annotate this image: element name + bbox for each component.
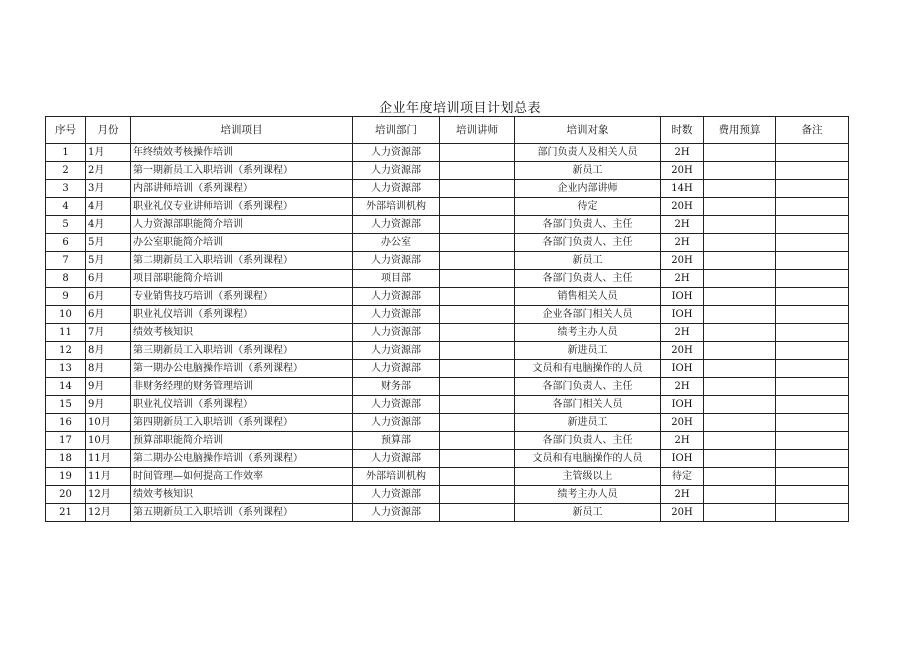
row-month: 12月 <box>86 486 131 504</box>
row-target-audience: 各部门负责人、主任 <box>515 432 661 450</box>
row-number: 8 <box>46 270 86 288</box>
row-month: 4月 <box>86 216 131 234</box>
row-department: 人力资源部 <box>353 324 440 342</box>
row-notes <box>776 324 849 342</box>
row-department: 人力资源部 <box>353 414 440 432</box>
row-number: 20 <box>46 486 86 504</box>
row-notes <box>776 414 849 432</box>
row-number: 5 <box>46 216 86 234</box>
row-number: 3 <box>46 180 86 198</box>
row-target-audience: 新进员工 <box>515 342 661 360</box>
header-dept: 培训部门 <box>353 117 440 144</box>
row-hours: 待定 <box>661 468 704 486</box>
row-hours: 2H <box>661 270 704 288</box>
row-budget <box>704 324 776 342</box>
row-trainer <box>440 162 515 180</box>
table-row <box>46 324 849 342</box>
row-number: 2 <box>46 162 86 180</box>
header-trainer: 培训讲师 <box>440 117 515 144</box>
row-project: 年终绩效考核操作培训 <box>131 144 353 162</box>
row-project: 第一期新员工入职培训（系列课程） <box>131 162 353 180</box>
row-budget <box>704 504 776 522</box>
row-notes <box>776 504 849 522</box>
row-project: 人力资源部职能简介培训 <box>131 216 353 234</box>
table-row <box>46 504 849 522</box>
row-project: 时间管理—如何提高工作效率 <box>131 468 353 486</box>
header-row <box>46 117 849 144</box>
row-project: 绩效考核知识 <box>131 486 353 504</box>
row-target-audience: 绩考主办人员 <box>515 486 661 504</box>
row-project: 专业销售技巧培训（系列课程） <box>131 288 353 306</box>
row-hours: IOH <box>661 360 704 378</box>
row-trainer <box>440 486 515 504</box>
row-hours: 2H <box>661 486 704 504</box>
row-trainer <box>440 342 515 360</box>
row-target-audience: 文员和有电脑操作的人员 <box>515 450 661 468</box>
row-hours: 2H <box>661 144 704 162</box>
row-number: 17 <box>46 432 86 450</box>
row-department: 人力资源部 <box>353 252 440 270</box>
row-department: 外部培训机构 <box>353 198 440 216</box>
row-target-audience: 待定 <box>515 198 661 216</box>
header-hours: 时数 <box>661 117 704 144</box>
row-budget <box>704 378 776 396</box>
row-month: 6月 <box>86 306 131 324</box>
row-notes <box>776 360 849 378</box>
row-notes <box>776 378 849 396</box>
row-project: 第二期办公电脑操作培训（系列课程） <box>131 450 353 468</box>
row-department: 人力资源部 <box>353 360 440 378</box>
row-project: 项目部职能简介培训 <box>131 270 353 288</box>
row-trainer <box>440 432 515 450</box>
row-number: 12 <box>46 342 86 360</box>
row-trainer <box>440 450 515 468</box>
row-notes <box>776 288 849 306</box>
row-target-audience: 企业内部讲师 <box>515 180 661 198</box>
row-budget <box>704 144 776 162</box>
row-number: 19 <box>46 468 86 486</box>
row-hours: IOH <box>661 306 704 324</box>
row-hours: IOH <box>661 396 704 414</box>
row-budget <box>704 396 776 414</box>
row-department: 办公室 <box>353 234 440 252</box>
row-department: 人力资源部 <box>353 180 440 198</box>
row-project: 职业礼仪专业讲师培训（系列课程） <box>131 198 353 216</box>
row-department: 人力资源部 <box>353 288 440 306</box>
row-budget <box>704 432 776 450</box>
header-month: 月份 <box>86 117 131 144</box>
table-row <box>46 342 849 360</box>
row-target-audience: 新员工 <box>515 504 661 522</box>
table-row <box>46 144 849 162</box>
row-number: 6 <box>46 234 86 252</box>
row-hours: 20H <box>661 252 704 270</box>
row-project: 职业礼仪培训（系列课程） <box>131 306 353 324</box>
row-number: 4 <box>46 198 86 216</box>
row-project: 办公室职能简介培训 <box>131 234 353 252</box>
row-notes <box>776 342 849 360</box>
row-target-audience: 文员和有电脑操作的人员 <box>515 360 661 378</box>
row-notes <box>776 144 849 162</box>
row-month: 8月 <box>86 360 131 378</box>
row-month: 6月 <box>86 288 131 306</box>
row-trainer <box>440 180 515 198</box>
table-row <box>46 180 849 198</box>
row-department: 财务部 <box>353 378 440 396</box>
table-row <box>46 468 849 486</box>
row-project: 第四期新员工入职培训（系列课程） <box>131 414 353 432</box>
row-notes <box>776 270 849 288</box>
header-notes: 备注 <box>776 117 849 144</box>
row-trainer <box>440 414 515 432</box>
row-notes <box>776 252 849 270</box>
row-target-audience: 新员工 <box>515 252 661 270</box>
row-hours: IOH <box>661 450 704 468</box>
row-department: 项目部 <box>353 270 440 288</box>
row-project: 第一期办公电脑操作培训（系列课程） <box>131 360 353 378</box>
row-budget <box>704 450 776 468</box>
row-budget <box>704 288 776 306</box>
row-month: 12月 <box>86 504 131 522</box>
row-hours: 2H <box>661 324 704 342</box>
row-project: 第三期新员工入职培训（系列课程） <box>131 342 353 360</box>
table-row <box>46 162 849 180</box>
header-project: 培训项目 <box>131 117 353 144</box>
row-hours: 20H <box>661 342 704 360</box>
row-trainer <box>440 252 515 270</box>
row-number: 10 <box>46 306 86 324</box>
row-number: 7 <box>46 252 86 270</box>
row-trainer <box>440 216 515 234</box>
row-target-audience: 绩考主办人员 <box>515 324 661 342</box>
row-trainer <box>440 504 515 522</box>
row-project: 非财务经理的财务管理培训 <box>131 378 353 396</box>
row-department: 人力资源部 <box>353 450 440 468</box>
row-notes <box>776 432 849 450</box>
row-budget <box>704 270 776 288</box>
row-project: 绩效考核知识 <box>131 324 353 342</box>
row-month: 9月 <box>86 378 131 396</box>
row-trainer <box>440 324 515 342</box>
row-number: 18 <box>46 450 86 468</box>
row-budget <box>704 306 776 324</box>
row-notes <box>776 468 849 486</box>
row-budget <box>704 216 776 234</box>
header-budget: 费用预算 <box>704 117 776 144</box>
row-department: 人力资源部 <box>353 396 440 414</box>
row-month: 1月 <box>86 144 131 162</box>
row-notes <box>776 396 849 414</box>
table-body <box>46 144 849 522</box>
row-notes <box>776 234 849 252</box>
table-row <box>46 198 849 216</box>
row-target-audience: 企业各部门相关人员 <box>515 306 661 324</box>
row-hours: IOH <box>661 288 704 306</box>
table-row <box>46 414 849 432</box>
header-no: 序号 <box>46 117 86 144</box>
row-month: 10月 <box>86 432 131 450</box>
row-month: 3月 <box>86 180 131 198</box>
row-number: 15 <box>46 396 86 414</box>
row-department: 人力资源部 <box>353 162 440 180</box>
row-department: 外部培训机构 <box>353 468 440 486</box>
row-trainer <box>440 396 515 414</box>
table-row <box>46 450 849 468</box>
row-department: 预算部 <box>353 432 440 450</box>
row-trainer <box>440 306 515 324</box>
row-number: 14 <box>46 378 86 396</box>
row-number: 13 <box>46 360 86 378</box>
row-hours: 2H <box>661 234 704 252</box>
row-budget <box>704 360 776 378</box>
table-row <box>46 252 849 270</box>
row-number: 11 <box>46 324 86 342</box>
row-target-audience: 主管级以上 <box>515 468 661 486</box>
row-target-audience: 新员工 <box>515 162 661 180</box>
row-target-audience: 各部门相关人员 <box>515 396 661 414</box>
row-hours: 2H <box>661 432 704 450</box>
row-month: 8月 <box>86 342 131 360</box>
row-project: 职业礼仪培训（系列课程） <box>131 396 353 414</box>
row-department: 人力资源部 <box>353 342 440 360</box>
row-hours: 14H <box>661 180 704 198</box>
row-budget <box>704 414 776 432</box>
row-trainer <box>440 288 515 306</box>
row-target-audience: 各部门负责人、主任 <box>515 234 661 252</box>
row-trainer <box>440 270 515 288</box>
row-target-audience: 各部门负责人、主任 <box>515 216 661 234</box>
row-trainer <box>440 198 515 216</box>
table-row <box>46 288 849 306</box>
table-row <box>46 270 849 288</box>
row-hours: 20H <box>661 414 704 432</box>
row-project: 预算部职能简介培训 <box>131 432 353 450</box>
row-trainer <box>440 378 515 396</box>
training-plan-table <box>45 116 849 522</box>
row-month: 7月 <box>86 324 131 342</box>
row-project: 第二期新员工入职培训（系列课程） <box>131 252 353 270</box>
row-month: 9月 <box>86 396 131 414</box>
table-row <box>46 234 849 252</box>
row-notes <box>776 216 849 234</box>
row-target-audience: 新进员工 <box>515 414 661 432</box>
table-row <box>46 360 849 378</box>
row-trainer <box>440 144 515 162</box>
row-month: 2月 <box>86 162 131 180</box>
row-project: 内部讲师培训（系列课程） <box>131 180 353 198</box>
row-hours: 20H <box>661 162 704 180</box>
row-budget <box>704 342 776 360</box>
row-number: 16 <box>46 414 86 432</box>
row-project: 第五期新员工入职培训（系列课程） <box>131 504 353 522</box>
row-month: 5月 <box>86 234 131 252</box>
table-row <box>46 432 849 450</box>
row-target-audience: 销售相关人员 <box>515 288 661 306</box>
row-hours: 2H <box>661 216 704 234</box>
row-notes <box>776 162 849 180</box>
row-notes <box>776 306 849 324</box>
header-target: 培训对象 <box>515 117 661 144</box>
row-notes <box>776 180 849 198</box>
table-row <box>46 396 849 414</box>
row-budget <box>704 468 776 486</box>
table-row <box>46 486 849 504</box>
row-budget <box>704 252 776 270</box>
row-department: 人力资源部 <box>353 216 440 234</box>
row-hours: 20H <box>661 504 704 522</box>
row-number: 1 <box>46 144 86 162</box>
row-hours: 2H <box>661 378 704 396</box>
row-budget <box>704 162 776 180</box>
row-hours: 20H <box>661 198 704 216</box>
row-month: 6月 <box>86 270 131 288</box>
document-title: 企业年度培训项目计划总表 <box>378 101 541 116</box>
row-number: 21 <box>46 504 86 522</box>
row-notes <box>776 198 849 216</box>
row-department: 人力资源部 <box>353 144 440 162</box>
row-notes <box>776 486 849 504</box>
row-trainer <box>440 468 515 486</box>
row-notes <box>776 450 849 468</box>
row-trainer <box>440 360 515 378</box>
row-target-audience: 部门负责人及相关人员 <box>515 144 661 162</box>
row-month: 11月 <box>86 468 131 486</box>
row-month: 5月 <box>86 252 131 270</box>
table-row <box>46 378 849 396</box>
row-budget <box>704 180 776 198</box>
row-budget <box>704 486 776 504</box>
row-month: 4月 <box>86 198 131 216</box>
row-target-audience: 各部门负责人、主任 <box>515 378 661 396</box>
row-month: 10月 <box>86 414 131 432</box>
row-month: 11月 <box>86 450 131 468</box>
row-budget <box>704 234 776 252</box>
row-department: 人力资源部 <box>353 504 440 522</box>
row-target-audience: 各部门负责人、主任 <box>515 270 661 288</box>
table-header <box>46 117 849 144</box>
row-department: 人力资源部 <box>353 306 440 324</box>
row-trainer <box>440 234 515 252</box>
row-department: 人力资源部 <box>353 486 440 504</box>
table-row <box>46 306 849 324</box>
row-budget <box>704 198 776 216</box>
table-row <box>46 216 849 234</box>
row-number: 9 <box>46 288 86 306</box>
